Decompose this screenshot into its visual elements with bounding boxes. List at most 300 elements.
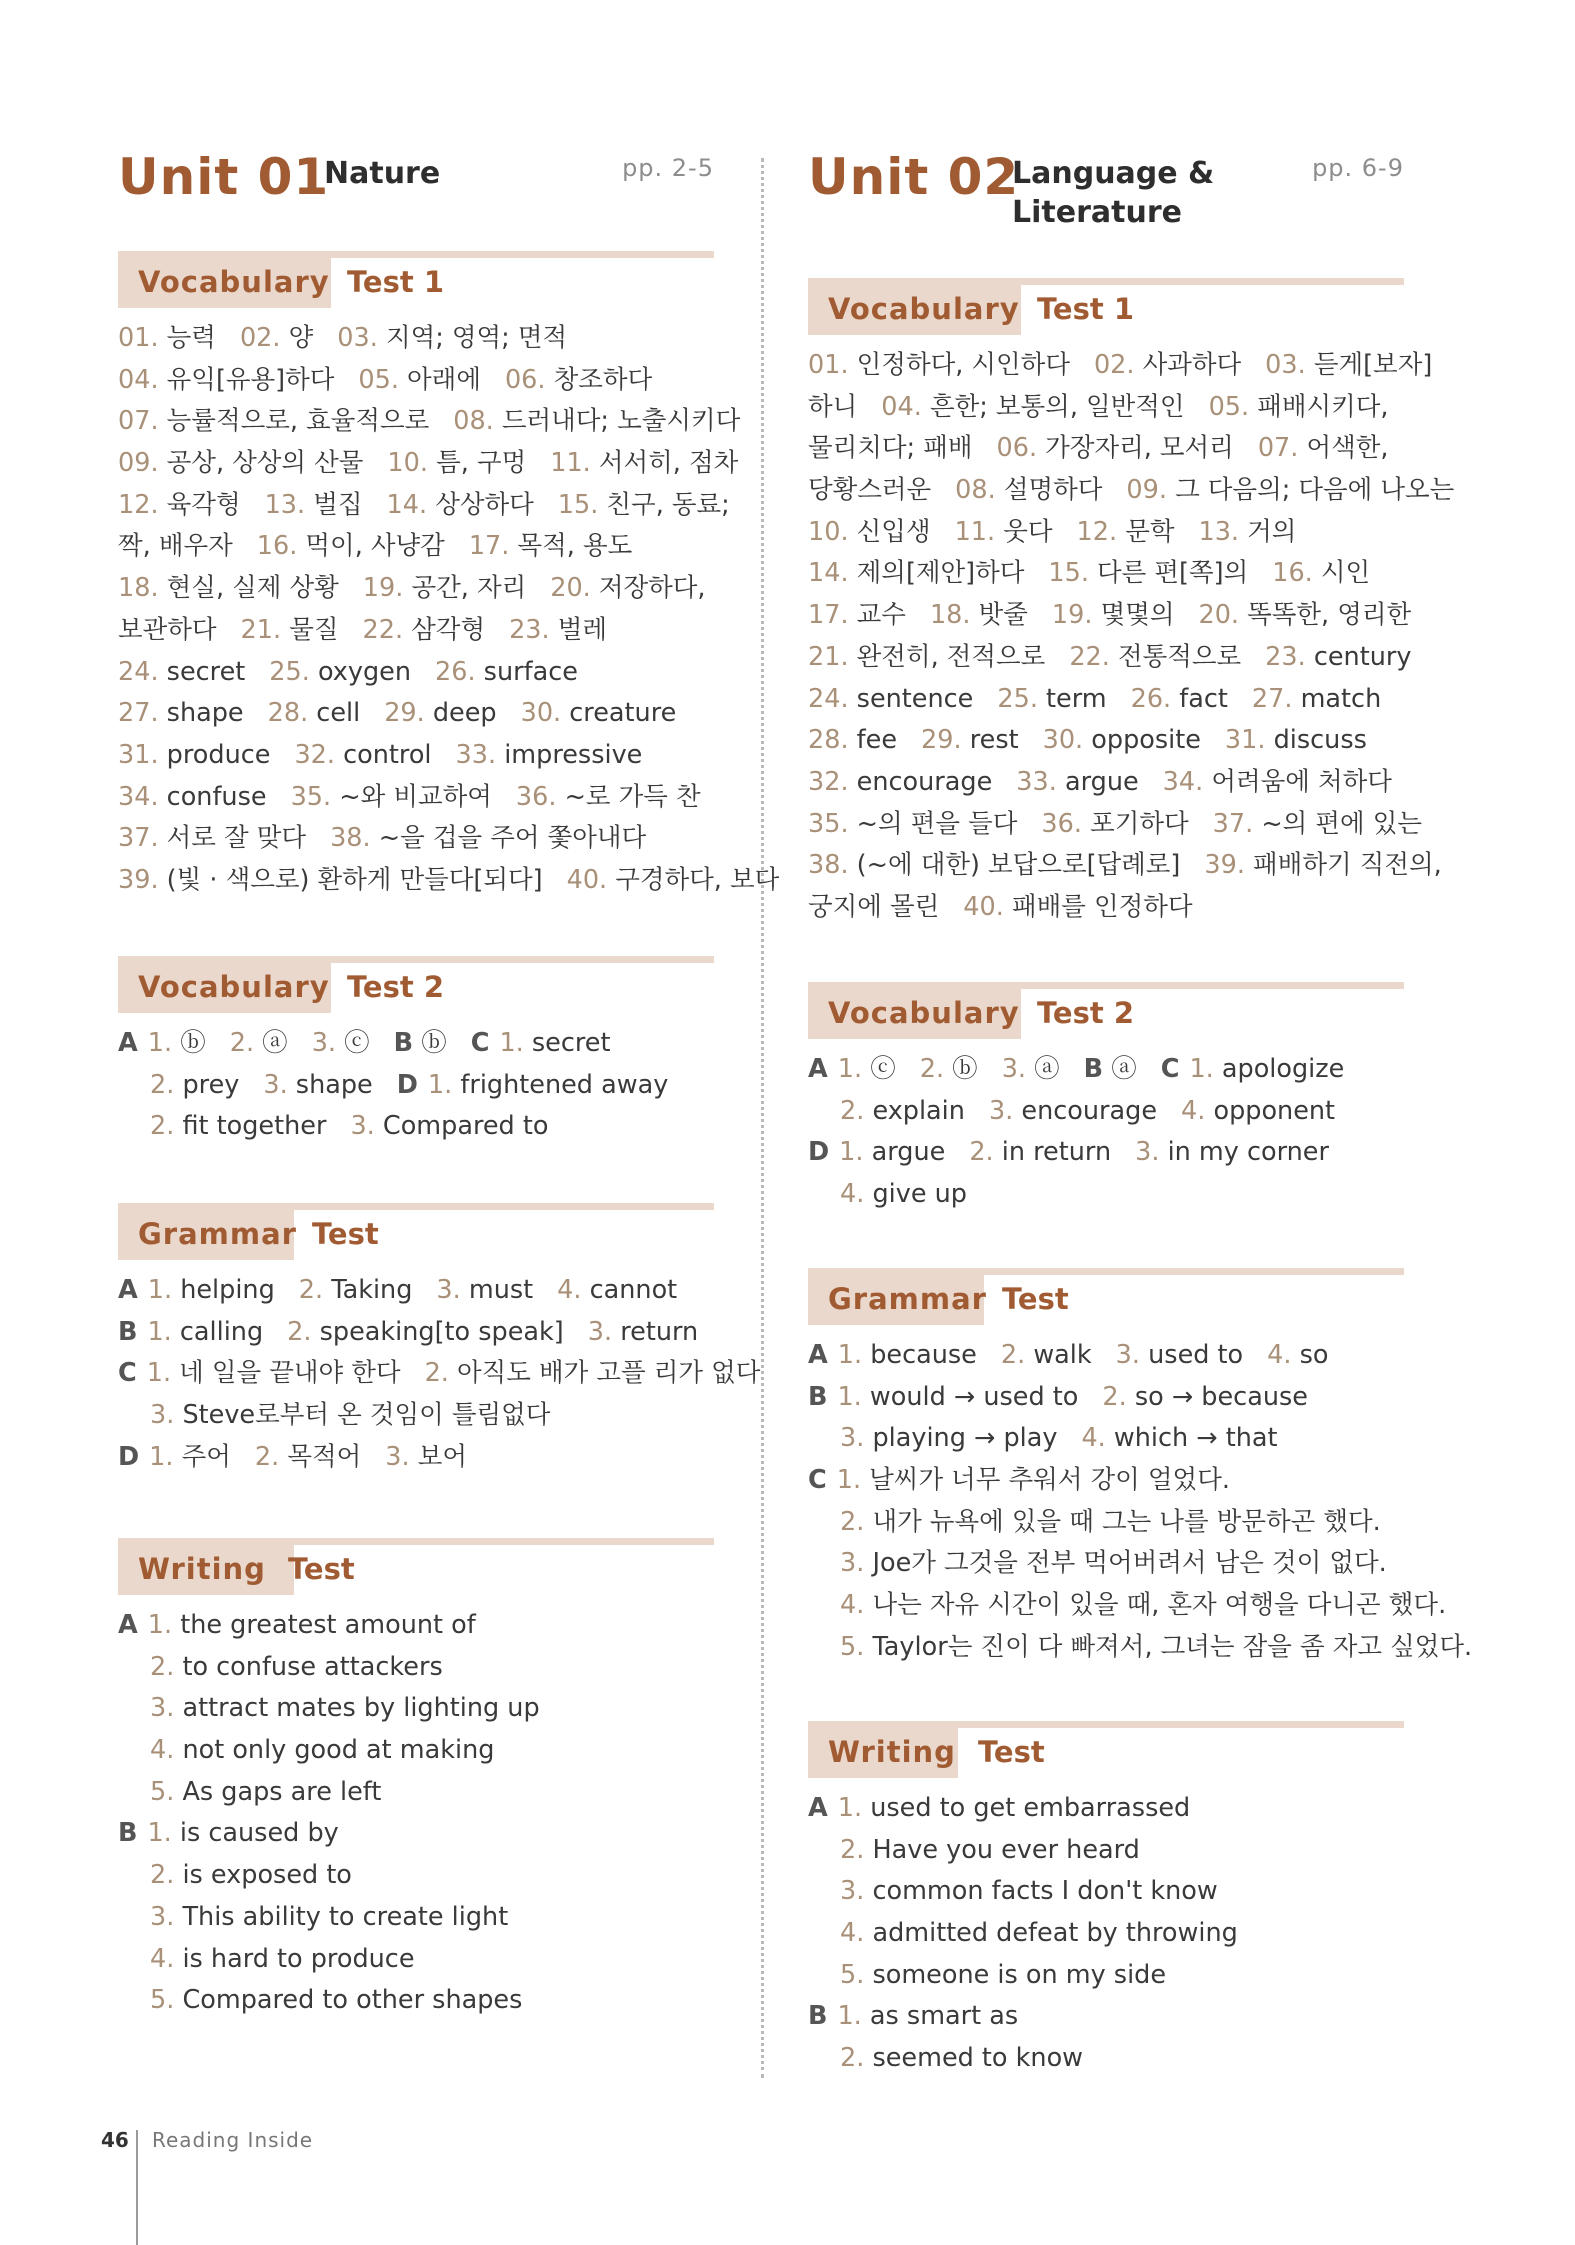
item-number: 15. — [557, 489, 599, 520]
part-letter: B — [808, 2001, 828, 2032]
answer-text: 구경하다, 보다 — [615, 864, 780, 895]
answer-line — [118, 777, 718, 819]
answer-text: 다른 편[쪽]의 — [1097, 558, 1249, 589]
item-number: 4. — [1181, 1095, 1206, 1126]
answer-line — [808, 679, 1408, 721]
answer-text: cell — [316, 698, 361, 729]
answer-text: creature — [569, 698, 677, 729]
answer-text: which → that — [1113, 1423, 1278, 1454]
answer-item — [118, 615, 217, 645]
answer-text: admitted defeat by throwing — [872, 1918, 1238, 1949]
item-number: 4. — [557, 1275, 582, 1305]
answer-item — [150, 1070, 239, 1100]
item-number: 06. — [504, 364, 546, 395]
answer-item — [118, 490, 241, 520]
answer-text: fact — [1179, 683, 1228, 714]
item-number: 1. — [837, 1793, 863, 1823]
answer-item — [363, 573, 526, 603]
section-tab — [118, 1545, 294, 1595]
item-number: 1. — [147, 1028, 173, 1058]
section-label: Vocabulary — [828, 996, 1020, 1030]
answer-line — [808, 512, 1408, 554]
answer-item — [255, 1442, 361, 1472]
answer-line — [118, 1813, 718, 1855]
answer-text: 문학 — [1125, 516, 1175, 547]
answer-item — [1258, 433, 1389, 463]
item-number: 26. — [435, 656, 476, 687]
item-number: 5. — [150, 1985, 175, 2016]
answer-text: attract mates by lighting up — [182, 1693, 540, 1724]
answer-line — [808, 1543, 1408, 1585]
answer-item — [840, 1918, 1238, 1948]
item-number: 35. — [808, 808, 849, 839]
answer-line — [808, 1335, 1408, 1377]
answer-line — [808, 1788, 1408, 1830]
item-number: 07. — [118, 406, 159, 437]
section-label: Writing — [138, 1552, 266, 1586]
answer-text: 공상, 상상의 산물 — [166, 448, 364, 479]
section-test-label: Test — [312, 1217, 379, 1251]
answer-text: calling — [179, 1316, 264, 1347]
item-number: 36. — [1041, 808, 1082, 839]
answer-item — [118, 782, 267, 812]
answer-item — [840, 1590, 1446, 1620]
item-number: 14. — [386, 489, 428, 520]
answer-item — [808, 350, 1070, 380]
answer-line — [118, 1312, 718, 1354]
item-number: 2. — [287, 1316, 312, 1347]
answer-text: 당황스러운 — [808, 475, 932, 506]
answer-item — [150, 1400, 550, 1430]
item-number: 3. — [840, 1876, 865, 1907]
answer-item — [150, 1735, 494, 1765]
answer-text: Joe가 그것을 전부 먹어버려서 남은 것이 없다. — [872, 1548, 1387, 1579]
section-rule — [118, 956, 714, 963]
answer-item — [118, 1442, 231, 1472]
answer-text: in my corner — [1167, 1137, 1329, 1168]
answer-text: (빛 · 색으로) 환하게 만들다[되다] — [166, 864, 543, 895]
section-test-label: Test — [978, 1735, 1045, 1769]
answer-item — [808, 725, 897, 755]
answer-text: 보어 — [417, 1441, 467, 1472]
answer-item — [808, 1137, 945, 1167]
part-letter: A — [118, 1610, 138, 1640]
answer-text: 제의[제안]하다 — [856, 558, 1025, 589]
answer-line — [808, 1132, 1408, 1174]
item-number: 27. — [1251, 683, 1293, 714]
item-number: 13. — [264, 489, 306, 520]
answer-item — [808, 684, 973, 714]
answer-item — [558, 490, 730, 520]
item-number: 23. — [509, 614, 550, 645]
answer-text: discuss — [1273, 725, 1367, 756]
answer-line — [118, 1980, 718, 2022]
section-label: Vocabulary — [138, 265, 330, 299]
answer-item — [1204, 850, 1441, 880]
item-number: 2. — [150, 1111, 175, 1142]
answer-text: Steve로부터 온 것임이 틀림없다 — [182, 1400, 551, 1431]
answer-text: 양 — [288, 323, 314, 353]
item-number: 21. — [240, 614, 282, 645]
answer-text: 전통적으로 — [1118, 641, 1242, 672]
answer-text: 패배를 인정하다 — [1011, 891, 1193, 922]
item-number: 02. — [1093, 350, 1135, 380]
item-number: 2. — [919, 1054, 945, 1084]
answer-item — [118, 365, 334, 395]
section-test-label: Test 2 — [347, 970, 444, 1004]
answer-item — [808, 1054, 896, 1084]
answer-text: oxygen — [317, 656, 411, 687]
item-number: 4. — [150, 1735, 175, 1766]
section-rule — [808, 278, 1404, 285]
answer-item — [1116, 1340, 1243, 1370]
answer-text: speaking[to speak] — [319, 1316, 564, 1347]
item-number: 38. — [808, 850, 849, 881]
answer-text: ⓒ — [344, 1028, 370, 1058]
answer-text: Taking — [331, 1275, 413, 1305]
answer-text: ~와 비교하여 — [339, 781, 492, 812]
answer-text: seemed to know — [872, 2043, 1084, 2074]
answer-item — [1252, 684, 1381, 714]
item-number: 03. — [337, 323, 378, 353]
answer-item — [1016, 767, 1138, 797]
item-number: 2. — [840, 1095, 865, 1126]
answer-item — [963, 892, 1192, 922]
item-number: 3. — [988, 1095, 1014, 1126]
section-rule — [808, 982, 1404, 989]
unit-topic-line: Language & — [1012, 156, 1215, 191]
answer-text: ~의 편을 들다 — [856, 808, 1018, 839]
item-number: 1. — [147, 1275, 173, 1305]
answer-text: As gaps are left — [182, 1776, 382, 1807]
item-number: 19. — [362, 573, 404, 604]
answer-item — [505, 365, 652, 395]
answer-item — [291, 782, 492, 812]
answer-item — [118, 1610, 476, 1640]
item-number: 3. — [840, 1423, 865, 1454]
answer-item — [989, 1096, 1157, 1126]
answer-item — [435, 657, 578, 687]
item-number: 33. — [455, 739, 497, 770]
item-number: 16. — [1272, 558, 1313, 589]
item-number: 3. — [150, 1400, 175, 1431]
answer-lines — [118, 1605, 718, 2022]
item-number: 2. — [150, 1069, 175, 1100]
answer-text: encourage — [1021, 1095, 1158, 1126]
answer-text: shape — [295, 1069, 373, 1100]
answer-text: 하니 — [808, 391, 858, 422]
answer-item — [808, 392, 857, 422]
answer-line — [118, 1897, 718, 1939]
item-number: 01. — [118, 323, 159, 353]
answer-lines — [808, 1335, 1473, 1669]
answer-line — [808, 1377, 1408, 1419]
book-title: Reading Inside — [152, 2128, 314, 2152]
answer-text: 삼각형 — [411, 614, 486, 645]
answer-text: shape — [166, 698, 244, 729]
answer-line — [808, 345, 1433, 387]
item-number: 26. — [1130, 683, 1172, 714]
answer-text: 어색한, — [1306, 433, 1389, 464]
answer-item — [456, 740, 643, 770]
item-number: 31. — [1224, 725, 1266, 756]
answer-text: frightened away — [460, 1069, 669, 1100]
answer-item — [350, 1111, 548, 1141]
item-number: 2. — [424, 1358, 449, 1389]
part-letter: B — [393, 1028, 414, 1058]
answer-item — [358, 365, 481, 395]
part-letter: A — [118, 1275, 138, 1305]
answer-line — [808, 2038, 1408, 2080]
answer-text: is exposed to — [182, 1860, 352, 1891]
item-number: 13. — [1198, 516, 1240, 547]
item-number: 11. — [954, 516, 996, 547]
answer-item — [269, 657, 411, 687]
answer-text: 거의 — [1247, 516, 1297, 547]
answer-item — [1265, 642, 1411, 672]
answer-lines — [808, 345, 1455, 929]
answer-text: 듣게[보자] — [1313, 350, 1433, 380]
answer-text: 벌집 — [313, 489, 363, 520]
answer-line — [118, 1647, 718, 1689]
answer-item — [840, 1507, 1381, 1537]
item-number: 3. — [150, 1901, 175, 1932]
answer-line — [118, 1353, 761, 1395]
answer-line — [118, 818, 718, 860]
answer-text: walk — [1033, 1340, 1092, 1370]
item-number: 17. — [468, 531, 510, 562]
answer-item — [118, 1028, 206, 1058]
answer-item — [808, 892, 939, 922]
item-number: 1. — [837, 2001, 862, 2032]
part-letter: A — [808, 1340, 828, 1370]
section-rule — [808, 1268, 1404, 1275]
answer-item — [287, 1317, 564, 1347]
answer-text: someone is on my side — [872, 1959, 1167, 1990]
answer-text: 짝, 배우자 — [118, 531, 233, 562]
answer-text: is hard to produce — [182, 1943, 415, 1974]
answer-text: 지역; 영역; 면적 — [385, 323, 568, 353]
answer-item — [118, 448, 363, 478]
item-number: 16. — [256, 531, 298, 562]
item-number: 2. — [840, 2043, 865, 2074]
section-tab — [118, 258, 331, 308]
answer-item — [840, 1876, 1218, 1906]
footer-divider — [136, 2130, 138, 2245]
answer-item — [1041, 809, 1188, 839]
item-number: 04. — [881, 391, 922, 422]
answer-item — [840, 1179, 967, 1209]
answer-item — [997, 433, 1234, 463]
item-number: 18. — [929, 600, 971, 631]
unit-topic-line: Literature — [1012, 195, 1182, 230]
answer-text: control — [343, 739, 432, 770]
item-number: 22. — [1069, 641, 1110, 672]
answer-line — [118, 1437, 718, 1479]
answer-item — [337, 323, 567, 353]
section-tab — [808, 989, 1021, 1039]
answer-item — [808, 1793, 1190, 1823]
answer-text: ⓑ — [421, 1028, 447, 1058]
answer-text: 가장자리, 모서리 — [1045, 433, 1234, 464]
item-number: 06. — [996, 433, 1038, 464]
answer-text: 사과하다 — [1142, 350, 1242, 380]
answer-item — [808, 809, 1017, 839]
answer-line — [118, 568, 718, 610]
answer-text: 보관하다 — [118, 614, 217, 645]
answer-line — [118, 401, 741, 443]
section-label: Writing — [828, 1735, 956, 1769]
item-number: 2. — [254, 1441, 280, 1472]
item-number: 4. — [840, 1590, 865, 1621]
answer-item — [808, 1382, 1078, 1412]
answer-line — [808, 720, 1408, 762]
part-letter: B — [1083, 1054, 1104, 1084]
answer-item — [567, 865, 780, 895]
answer-text: is caused by — [179, 1818, 339, 1849]
answer-text: 완전히, 전적으로 — [856, 641, 1046, 672]
item-number: 1. — [427, 1069, 453, 1100]
answer-line — [808, 553, 1408, 595]
item-number: 3. — [150, 1693, 175, 1724]
part-letter: A — [118, 1028, 138, 1058]
answer-text: secret — [166, 656, 246, 687]
answer-item — [1081, 1423, 1277, 1453]
item-number: 21. — [808, 641, 849, 672]
answer-lines — [118, 1270, 761, 1478]
answer-text: ⓒ — [870, 1054, 896, 1084]
answer-item — [385, 1442, 467, 1472]
item-number: 3. — [385, 1441, 410, 1472]
answer-text: argue — [1064, 766, 1139, 797]
answer-item — [808, 2001, 1018, 2031]
answer-line — [808, 1871, 1408, 1913]
answer-item — [1126, 475, 1454, 505]
answer-item — [840, 1960, 1166, 1990]
item-number: 1. — [837, 1381, 862, 1412]
answer-item — [150, 1944, 415, 1974]
part-letter: A — [808, 1793, 828, 1823]
answer-text: 주어 — [181, 1441, 231, 1472]
section-label: Grammar — [138, 1217, 297, 1251]
section-test-label: Test 2 — [1037, 996, 1134, 1030]
item-number: 33. — [1016, 766, 1057, 797]
section-tab — [118, 1210, 297, 1260]
item-number: 2. — [969, 1137, 994, 1168]
answer-text: 아래에 — [407, 364, 481, 395]
answer-line — [808, 1091, 1408, 1133]
answer-item — [1213, 809, 1422, 839]
answer-item — [118, 573, 339, 603]
section-rule — [808, 1721, 1404, 1728]
item-number: 3. — [1115, 1340, 1141, 1370]
answer-line — [118, 1730, 718, 1772]
answer-item — [808, 433, 973, 463]
item-number: 23. — [1265, 641, 1306, 672]
item-number: 2. — [1102, 1381, 1127, 1412]
item-number: 4. — [840, 1179, 865, 1210]
answer-text: used to get embarrassed — [870, 1793, 1191, 1823]
item-number: 15. — [1048, 558, 1089, 589]
answer-item — [118, 323, 216, 353]
item-number: 24. — [118, 656, 159, 687]
item-number: 09. — [1126, 475, 1167, 506]
answer-text: 저장하다, — [598, 573, 706, 604]
answer-item — [294, 740, 431, 770]
answer-line — [118, 1395, 718, 1437]
answer-text: 어려움에 처하다 — [1211, 766, 1392, 797]
item-number: 3. — [1001, 1054, 1027, 1084]
answer-line — [118, 652, 718, 694]
item-number: 4. — [1081, 1423, 1106, 1454]
item-number: 20. — [1198, 600, 1240, 631]
answer-text: 서로 잘 맞다 — [166, 823, 307, 854]
answer-item — [1052, 600, 1175, 630]
item-number: 30. — [520, 698, 562, 729]
answer-item — [808, 1340, 977, 1370]
section-rule — [118, 251, 714, 258]
answer-item — [118, 406, 429, 436]
answer-line — [808, 1913, 1408, 1955]
part-letter: D — [396, 1069, 418, 1100]
answer-item — [808, 600, 906, 630]
answer-lines — [118, 1023, 718, 1148]
answer-text: confuse — [166, 781, 267, 812]
answer-text: opposite — [1091, 725, 1201, 756]
section-label: Vocabulary — [138, 970, 330, 1004]
item-number: 39. — [1204, 850, 1245, 881]
answer-text: 벌레 — [557, 614, 608, 645]
item-number: 17. — [808, 600, 849, 631]
answer-line — [808, 887, 1408, 929]
answer-line — [118, 526, 718, 568]
answer-line — [808, 1830, 1408, 1872]
answer-line — [118, 1605, 718, 1647]
answer-item — [469, 531, 632, 561]
item-number: 36. — [515, 781, 557, 812]
answer-text: encourage — [856, 766, 993, 797]
answer-item — [436, 1275, 533, 1305]
answer-item — [808, 558, 1024, 588]
item-number: 3. — [1135, 1137, 1160, 1168]
answer-item — [1161, 1054, 1345, 1084]
answer-item — [1198, 600, 1411, 630]
answer-item — [1131, 684, 1228, 714]
item-number: 29. — [384, 698, 425, 729]
item-number: 18. — [118, 573, 159, 604]
answer-line — [808, 595, 1412, 637]
answer-text: fit together — [182, 1111, 327, 1142]
answer-item — [363, 615, 486, 645]
answer-line — [118, 443, 739, 485]
answer-text: the greatest amount of — [180, 1610, 476, 1640]
answer-text: ~을 겁을 주어 쫓아내다 — [378, 823, 647, 854]
item-number: 37. — [118, 823, 159, 854]
answer-item — [840, 1835, 1140, 1865]
item-number: 12. — [1076, 516, 1118, 547]
item-number: 4. — [150, 1943, 175, 1974]
answer-item — [588, 1317, 698, 1347]
answer-text: because — [870, 1340, 977, 1370]
answer-item — [241, 615, 339, 645]
answer-item — [150, 1860, 352, 1890]
unit-topic — [1012, 154, 1214, 232]
unit-title: Unit 02 — [808, 148, 1020, 206]
column-divider — [761, 158, 764, 2078]
section-tab — [808, 285, 1021, 335]
answer-text: 흔한; 보통의, 일반적인 — [929, 391, 1185, 422]
item-number: 32. — [808, 766, 849, 797]
